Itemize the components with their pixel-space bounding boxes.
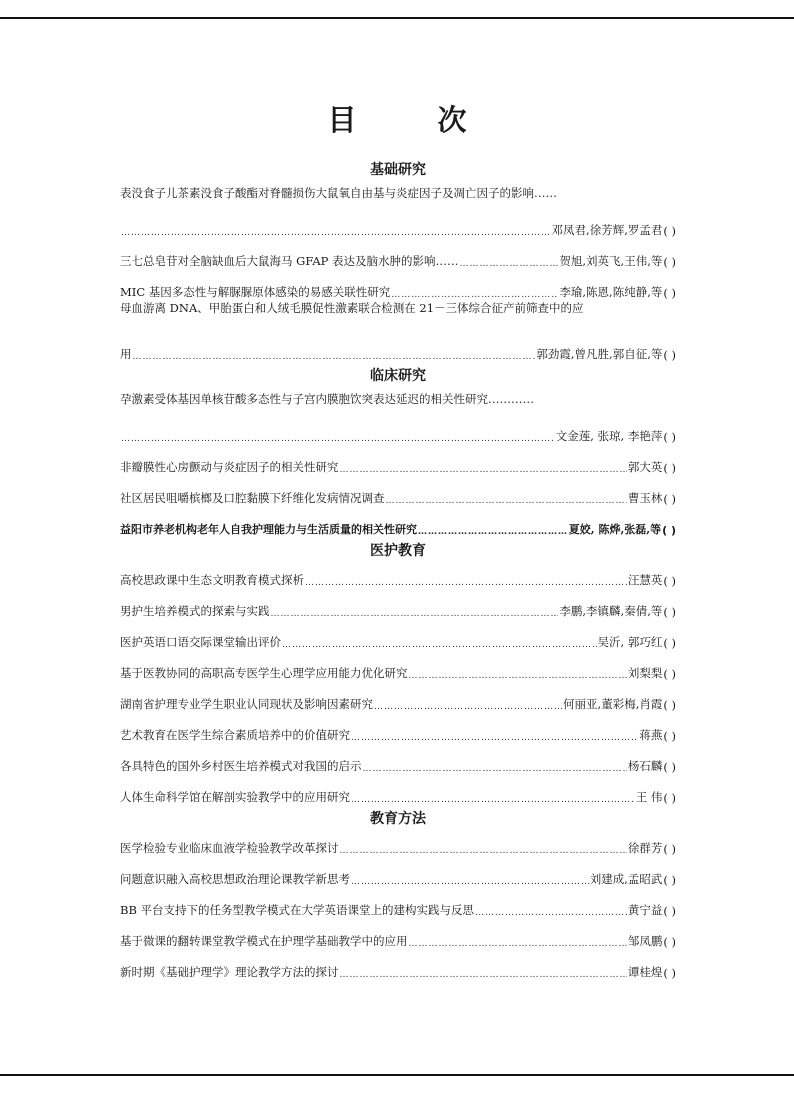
dot-leader: [351, 877, 589, 887]
toc-section: [120, 160, 676, 362]
toc-section: [120, 541, 676, 805]
dot-leader: [340, 465, 627, 475]
entry-title: 用: [120, 347, 132, 361]
toc-entry[interactable]: [120, 444, 676, 475]
toc-content: [120, 160, 676, 980]
toc-entry[interactable]: [120, 300, 676, 362]
entry-page-number: ( ): [663, 286, 676, 300]
toc-entry[interactable]: [120, 743, 676, 774]
entry-authors: 吴沂, 郭巧红: [597, 635, 663, 649]
entry-authors: 邓凤君,徐芳辉,罗孟君: [551, 223, 663, 237]
entry-title: 三七总皂苷对全脑缺血后大鼠海马 GFAP 表达及脑水肿的影响……: [120, 254, 459, 268]
entry-title: BB 平台支持下的任务型教学模式在大学英语课堂上的建构实践与反思: [120, 903, 475, 917]
entry-authors: 李瑜,陈恩,陈纯静,等: [559, 285, 663, 299]
toc-entry[interactable]: [120, 681, 676, 712]
toc-entry[interactable]: [120, 619, 676, 650]
toc-entry[interactable]: [120, 566, 676, 588]
entry-line: [120, 506, 676, 537]
toc-entry[interactable]: [120, 588, 676, 619]
dot-leader: [271, 609, 559, 619]
section-heading: 医护教育: [370, 543, 426, 559]
entry-page-number: ( ): [663, 873, 676, 887]
entry-page-number: ( ): [663, 904, 676, 918]
entry-authors: 蒋燕: [639, 728, 663, 742]
entry-title: 艺术教育在医学生综合素质培养中的价值研究: [120, 728, 350, 742]
entry-line: [120, 949, 676, 980]
dot-leader: [121, 434, 555, 444]
dot-leader: [374, 702, 562, 712]
entry-authors: 黄宁益: [627, 903, 663, 917]
entry-line: [120, 331, 676, 362]
entry-title: 益阳市养老机构老年人自我护理能力与生活质量的相关性研究: [120, 523, 417, 536]
dot-leader: [340, 970, 627, 980]
dot-leader: [460, 259, 559, 269]
entry-authors: 王 伟: [635, 790, 663, 804]
entry-page-number: ( ): [663, 430, 676, 444]
entry-authors: 刘梨梨: [627, 666, 663, 680]
entry-authors: 徐群芳: [627, 841, 663, 855]
entry-line: [120, 918, 676, 949]
section-heading: 教育方法: [370, 811, 426, 827]
entry-line: [120, 413, 676, 444]
entry-title: 各具特色的国外乡村医生培养模式对我国的启示: [120, 759, 362, 773]
bottom-rule: [0, 1074, 794, 1076]
entry-line: [120, 774, 676, 805]
toc-entry[interactable]: [120, 185, 676, 238]
entry-authors: 夏姣, 陈烨,张磊,等: [568, 523, 662, 536]
toc-entry[interactable]: [120, 475, 676, 506]
toc-section: [120, 366, 676, 537]
entry-page-number: ( ): [663, 574, 676, 588]
entry-page-number: ( ): [663, 760, 676, 774]
entry-title-line: 孕激素受体基因单核苷酸多态性与子宫内膜胞饮突表达延迟的相关性研究…………: [120, 392, 534, 406]
entry-authors: 李鹏,李镇麟,秦倩,等: [559, 604, 663, 618]
toc-entry[interactable]: [120, 269, 676, 300]
entry-title: 社区居民咀嚼槟榔及口腔黏膜下纤维化发病情况调查: [120, 491, 385, 505]
toc-entry[interactable]: [120, 391, 676, 444]
dot-leader: [351, 795, 635, 805]
entry-page-number: ( ): [662, 524, 676, 537]
page-title: 目 次: [327, 103, 493, 137]
dot-leader: [351, 733, 638, 743]
entry-page-number: ( ): [663, 791, 676, 805]
entry-authors: 郭大英: [627, 460, 663, 474]
dot-leader: [409, 671, 627, 681]
entry-page-number: ( ): [663, 667, 676, 681]
dot-leader: [282, 640, 597, 650]
dot-leader: [475, 908, 627, 918]
entry-line: [120, 588, 676, 619]
entry-title: 医护英语口语交际课堂输出评价: [120, 635, 281, 649]
entry-title: 湖南省护理专业学生职业认同现状及影响因素研究: [120, 697, 373, 711]
toc-section: [120, 809, 676, 980]
top-rule: [0, 17, 794, 19]
toc-entry[interactable]: [120, 856, 676, 887]
dot-leader: [363, 764, 627, 774]
entry-title: 问题意识融入高校思想政治理论课教学新思考: [120, 872, 350, 886]
toc-entry[interactable]: [120, 887, 676, 918]
entry-line: [120, 444, 676, 475]
entry-authors: 郭劲霞,曾凡胜,郭自征,等: [536, 347, 663, 361]
entry-line: [120, 712, 676, 743]
entry-page-number: ( ): [663, 224, 676, 238]
dot-leader: [340, 846, 627, 856]
entry-page-number: ( ): [663, 935, 676, 949]
toc-entry[interactable]: [120, 506, 676, 537]
section-heading: 临床研究: [370, 368, 426, 384]
toc-entry[interactable]: [120, 834, 676, 856]
entry-line: [120, 834, 676, 856]
entry-line: [120, 743, 676, 774]
entry-line: [120, 619, 676, 650]
entry-line: [120, 566, 676, 588]
entry-title: 基于微课的翻转课堂教学模式在护理学基础教学中的应用: [120, 934, 408, 948]
entry-title: MIC 基因多态性与解脲脲原体感染的易感关联性研究: [120, 285, 391, 299]
entry-authors: 刘建成,孟昭武: [589, 872, 663, 886]
dot-leader: [305, 578, 627, 588]
entry-title: 新时期《基础护理学》理论教学方法的探讨: [120, 965, 339, 979]
entry-page-number: ( ): [663, 698, 676, 712]
toc-entry[interactable]: [120, 712, 676, 743]
entry-title: 高校思政课中生态文明教育模式探析: [120, 573, 304, 587]
section-heading: 基础研究: [370, 162, 426, 178]
dot-leader: [386, 496, 627, 506]
entry-authors: 贺旭,刘英飞,王伟,等: [559, 254, 663, 268]
entry-title: 非瓣膜性心房颤动与炎症因子的相关性研究: [120, 460, 339, 474]
dot-leader: [121, 228, 551, 238]
dot-leader: [409, 939, 627, 949]
entry-line: [120, 207, 676, 238]
entry-page-number: ( ): [663, 492, 676, 506]
dot-leader: [418, 527, 568, 537]
entry-title-line: 母血游离 DNA、甲胎蛋白和人绒毛膜促性激素联合检测在 21－三体综合征产前筛查中的应: [120, 301, 584, 315]
toc-entry[interactable]: [120, 949, 676, 980]
entry-title: 男护生培养模式的探索与实践: [120, 604, 270, 618]
entry-page-number: ( ): [663, 636, 676, 650]
toc-entry[interactable]: [120, 650, 676, 681]
entry-line: [120, 681, 676, 712]
toc-entry[interactable]: [120, 238, 676, 269]
entry-line: [120, 238, 676, 269]
entry-authors: 谭桂煌: [627, 965, 663, 979]
entry-page-number: ( ): [663, 461, 676, 475]
entry-title: 人体生命科学馆在解剖实验教学中的应用研究: [120, 790, 350, 804]
entry-title: 基于医教协同的高职高专医学生心理学应用能力优化研究: [120, 666, 408, 680]
entry-line: [120, 887, 676, 918]
entry-line: [120, 856, 676, 887]
entry-authors: 杨石麟: [627, 759, 663, 773]
entry-authors: 何丽亚,董彩梅,肖霞: [563, 697, 663, 711]
entry-page-number: ( ): [663, 966, 676, 980]
entry-line: [120, 475, 676, 506]
entry-page-number: ( ): [663, 729, 676, 743]
entry-authors: 汪慧英: [627, 573, 663, 587]
toc-entry[interactable]: [120, 774, 676, 805]
entry-authors: 曹玉林: [627, 491, 663, 505]
entry-authors: 邹凤鹏: [627, 934, 663, 948]
toc-entry[interactable]: [120, 918, 676, 949]
entry-title: 医学检验专业临床血液学检验教学改革探讨: [120, 841, 339, 855]
entry-page-number: ( ): [663, 348, 676, 362]
entry-authors: 文金莲, 张琼, 李艳萍: [555, 429, 663, 443]
dot-leader: [133, 352, 536, 362]
entry-page-number: ( ): [663, 255, 676, 269]
dot-leader: [391, 290, 558, 300]
entry-title-line: 表没食子儿茶素没食子酸酯对脊髓损伤大鼠氧自由基与炎症因子及凋亡因子的影响……: [120, 186, 557, 200]
entry-line: [120, 650, 676, 681]
entry-line: [120, 269, 676, 300]
entry-page-number: ( ): [663, 842, 676, 856]
entry-page-number: ( ): [663, 605, 676, 619]
